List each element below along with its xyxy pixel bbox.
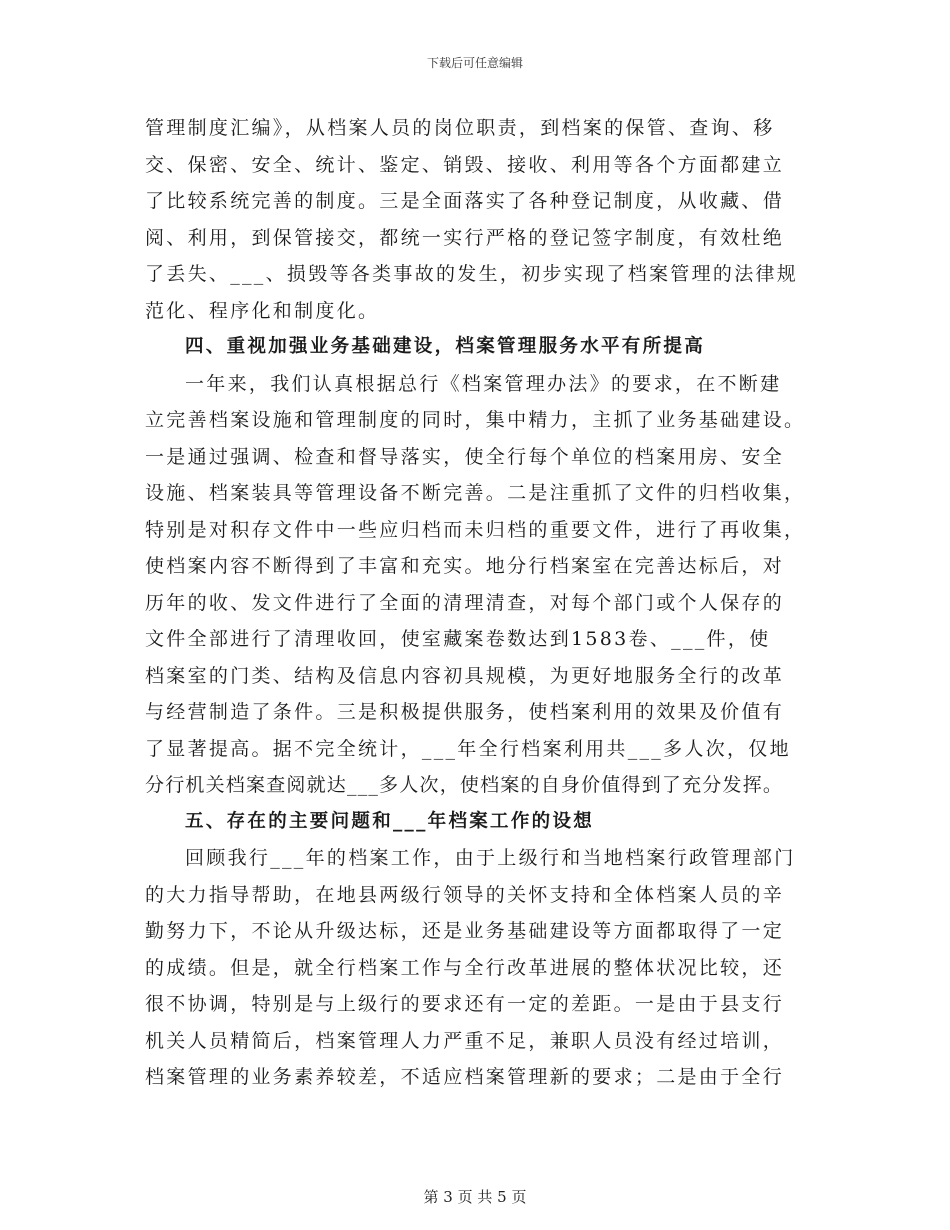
text-line: 设施、档案装具等管理设备不断完善。二是注重抓了文件的归档收集， bbox=[145, 482, 806, 504]
text-line: 了丢失、___、损毁等各类事故的发生，初步实现了档案管理的法律规 bbox=[145, 263, 799, 285]
text-line: 勤努力下，不论从升级达标，还是业务基础建设等方面都取得了一定 bbox=[145, 920, 785, 942]
text-line: 与经营制造了条件。三是积极提供服务，使档案利用的效果及价值有 bbox=[145, 701, 785, 723]
text-line: 历年的收、发文件进行了全面的清理清查，对每个部门或个人保存的 bbox=[145, 591, 785, 614]
section-heading: 五、存在的主要问题和___年档案工作的设想 bbox=[185, 810, 595, 832]
text-line: 很不协调，特别是与上级行的要求还有一定的差距。一是由于县支行 bbox=[145, 993, 785, 1015]
text-line: 了比较系统完善的制度。三是全面落实了各种登记制度，从收藏、借 bbox=[145, 190, 785, 212]
document-body bbox=[145, 110, 815, 1096]
text-line: 的大力指导帮助，在地县两级行领导的关怀支持和全体档案人员的辛 bbox=[145, 883, 785, 906]
text-line: 一是通过强调、检查和督导落实，使全行每个单位的档案用房、安全 bbox=[145, 445, 785, 468]
text-line: 特别是对积存文件中一些应归档而未归档的重要文件，进行了再收集， bbox=[145, 518, 806, 541]
page-number-footer: 第 3 页 共 5 页 bbox=[423, 1188, 527, 1206]
text-line: 使档案内容不断得到了丰富和充实。地分行档案室在完善达标后，对 bbox=[145, 555, 785, 577]
text-line: 分行机关档案查阅就达___多人次，使档案的自身价值得到了充分发挥。 bbox=[145, 774, 784, 796]
text-line: 档案室的门类、结构及信息内容初具规模，为更好地服务全行的改革 bbox=[145, 664, 785, 687]
text-line: 档案管理的业务素养较差，不适应档案管理新的要求；二是由于全行 bbox=[145, 1066, 785, 1088]
paragraph-first-line: 回顾我行___年的档案工作，由于上级行和当地档案行政管理部门 bbox=[185, 847, 796, 869]
text-line: 交、保密、安全、统计、鉴定、销毁、接收、利用等各个方面都建立 bbox=[145, 153, 785, 176]
text-line: 文件全部进行了清理收回，使室藏案卷数达到1583卷、___件，使 bbox=[145, 628, 771, 650]
text-line: 范化、程序化和制度化。 bbox=[145, 299, 380, 322]
text-line: 立完善档案设施和管理制度的同时，集中精力，主抓了业务基础建设。 bbox=[145, 409, 806, 431]
text-line: 机关人员精简后，档案管理人力严重不足，兼职人员没有经过培训， bbox=[145, 1029, 785, 1052]
page-header: 下载后可任意编辑 bbox=[426, 56, 523, 70]
text-line: 的成绩。但是，就全行档案工作与全行改革进展的整体状况比较，还 bbox=[145, 956, 785, 979]
paragraph-first-line: 一年来，我们认真根据总行《档案管理办法》的要求，在不断建 bbox=[185, 372, 782, 395]
text-line: 了显著提高。据不完全统计，___年全行档案利用共___多人次，仅地 bbox=[145, 737, 791, 760]
section-heading: 四、重视加强业务基础建设，档案管理服务水平有所提高 bbox=[185, 336, 706, 357]
text-line: 阅、利用，到保管接交，都统一实行严格的登记签字制度，有效杜绝 bbox=[145, 226, 785, 249]
text-line: 管理制度汇编》，从档案人员的岗位职责，到档案的保管、查询、移 bbox=[145, 117, 775, 139]
